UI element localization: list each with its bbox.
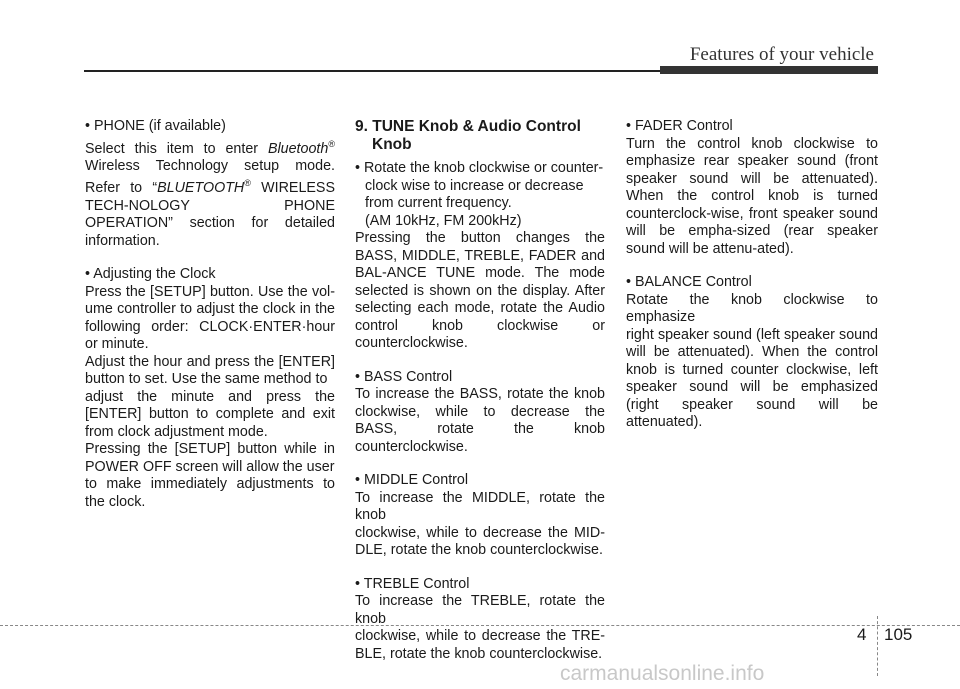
section-title — [355, 118, 605, 154]
balance-heading: • BALANCE Control — [626, 274, 752, 290]
clock-paragraph-1: Press the [SETUP] button. Use the vol-ume controller to adjust the clock in the following order: CLOCK·ENTER·hour or minute. — [85, 283, 335, 353]
middle-paragraph-2: clockwise, while to decrease the MID-DLE, rotate the knob counterclockwise. — [355, 524, 605, 558]
bluetooth-term: Bluetooth — [267, 140, 329, 157]
watermark: carmanualsonline.info — [560, 662, 765, 685]
treble-heading: • TREBLE Control — [355, 575, 470, 592]
balance-paragraph-2: right speaker sound (left speaker sound will be attenuated). When the control knob is turned counter clockwise, left speaker sound will be emphasized (right speaker sound will be attenuated). — [626, 326, 878, 430]
frequency-step: (AM 10kHz, FM 200kHz) — [365, 212, 522, 229]
bass-heading: • BASS Control — [355, 368, 453, 385]
header-title: Features of your vehicle — [689, 44, 874, 65]
registered-mark: ® — [328, 138, 335, 149]
page-number: 105 — [884, 625, 913, 644]
phone-text-b: Wireless Technology setup mode. Refer to “ — [85, 157, 335, 197]
phone-paragraph — [85, 136, 335, 251]
clock-paragraph-2: Adjust the hour and press the [ENTER] button to set. Use the same method to — [85, 353, 335, 388]
registered-mark-2: ® — [244, 178, 251, 189]
section-title-line-2: Knob — [372, 136, 412, 153]
footer-divider — [0, 625, 960, 626]
balance-paragraph-1: Rotate the knob clockwise to emphasize — [626, 291, 878, 325]
middle-heading: • MIDDLE Control — [355, 472, 469, 488]
page-number-separator — [877, 616, 878, 676]
section-number: 4 — [857, 625, 867, 644]
phone-text-a: Select this item to enter — [85, 140, 268, 157]
column-middle — [355, 118, 605, 663]
treble-paragraph-2: clockwise, while to decrease the TRE-BLE, rotate the knob counterclockwise. — [355, 628, 605, 662]
clock-heading: • Adjusting the Clock — [85, 266, 216, 283]
bass-paragraph: To increase the BASS, rotate the knob clockwise, while to decrease the BASS, rotate the knob counterclockwise. — [355, 386, 605, 455]
phone-heading: • PHONE (if available) — [85, 118, 226, 134]
clock-paragraph-5: to make immediately adjustments to the clock. — [85, 476, 335, 510]
bluetooth-term-caps: BLUETOOTH — [157, 180, 245, 197]
rotate-bullet: • Rotate the knob clockwise or counter-clock wise to increase or decrease from current frequency. — [355, 160, 604, 211]
fader-heading: • FADER Control — [626, 118, 733, 134]
treble-paragraph-1: To increase the TREBLE, rotate the knob — [355, 593, 605, 627]
column-right — [626, 118, 878, 432]
clock-paragraph-4: Pressing the [SETUP] button while in POWER OFF screen will allow the user — [85, 441, 335, 475]
phone-text-c: WIRELESS TECH-NOLOGY PHONE OPERATION” section for detailed information. — [85, 180, 336, 249]
clock-paragraph-3: adjust the minute and press the [ENTER] button to complete and exit from clock adjustment mode. — [85, 388, 335, 440]
fader-paragraph: Turn the control knob clockwise to emphasize rear speaker sound (front speaker sound will be attenuated). When the control knob is turned counterclock-wise, front speaker sound will be empha-sized (rear speaker sound will be attenu-ated). — [626, 135, 878, 257]
column-left — [85, 118, 335, 511]
section-title-line-1: 9. TUNE Knob & Audio Control — [355, 118, 581, 135]
header-rule — [84, 70, 660, 72]
header-bar — [660, 66, 878, 74]
press-paragraph: Pressing the button changes the BASS, MIDDLE, TREBLE, FADER and BAL-ANCE TUNE mode. The mode selected is shown on the display. After selecting each mode, rotate the Audio control knob clockwise or counterclockwise. — [355, 230, 605, 351]
middle-paragraph-1: To increase the MIDDLE, rotate the knob — [355, 489, 605, 523]
